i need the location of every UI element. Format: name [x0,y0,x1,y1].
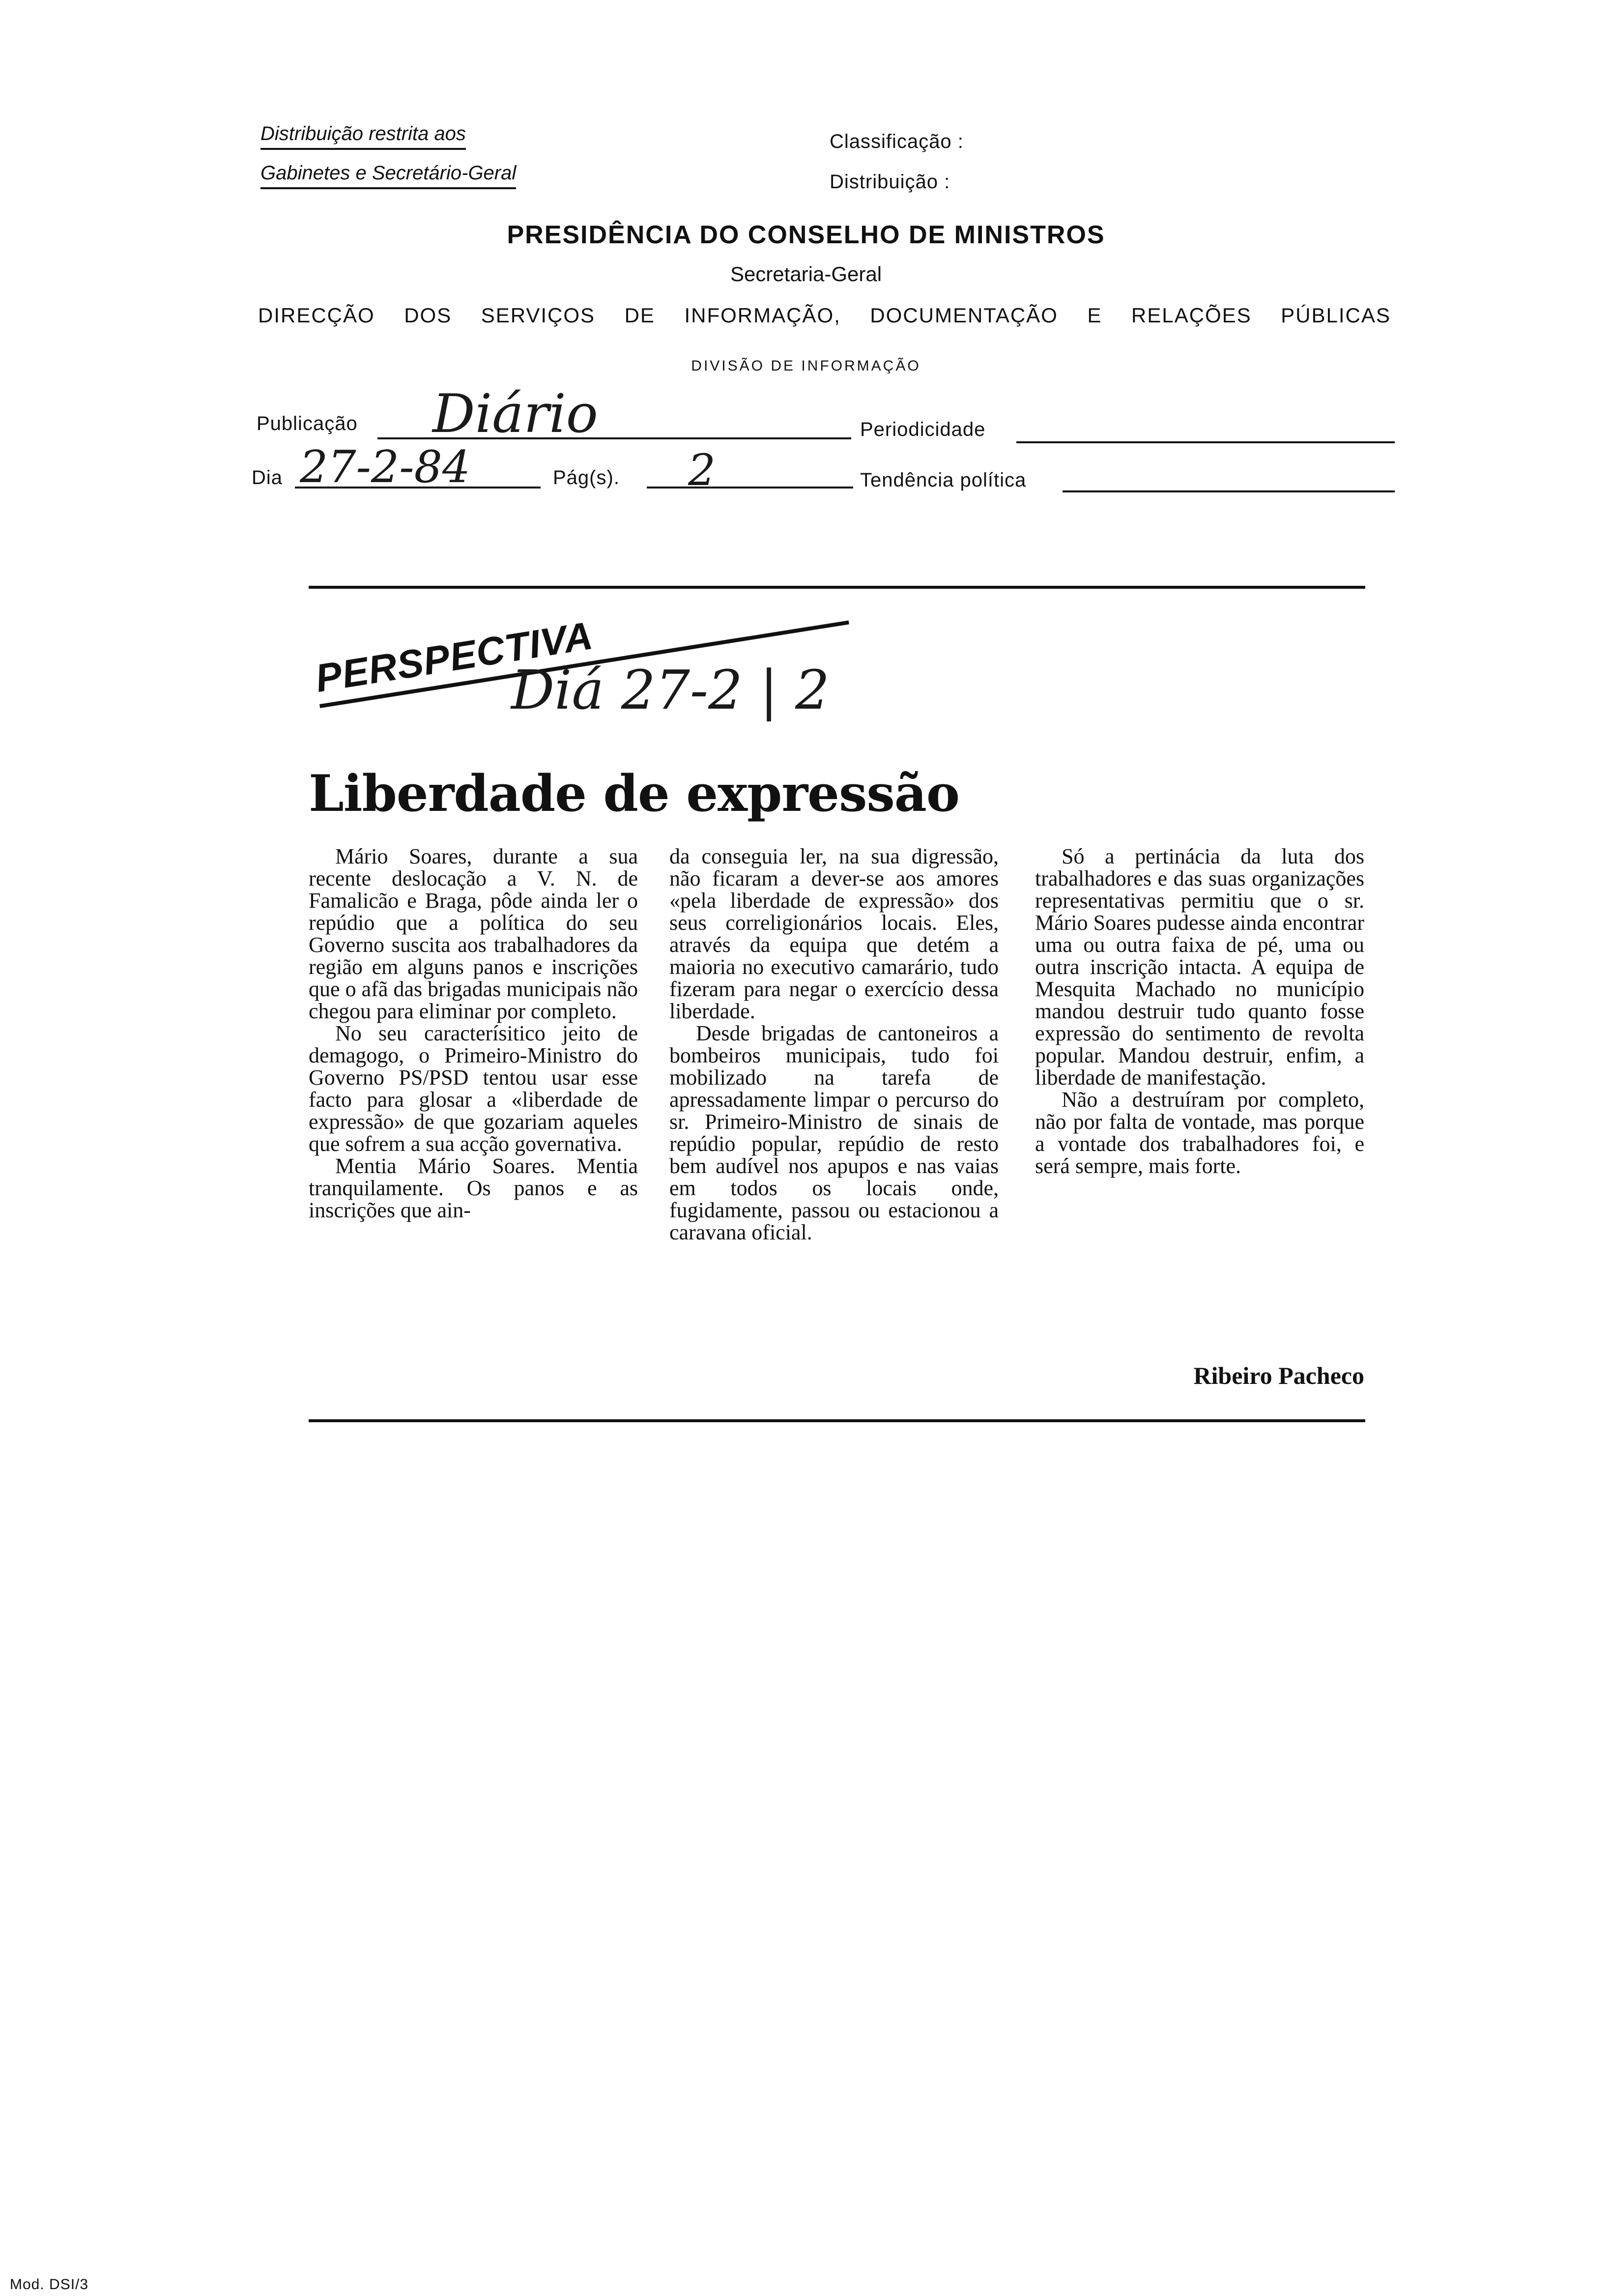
article-column-3 [1035,845,1364,1177]
article-paragraph: da conseguia ler, na sua digressão, não ficaram a dever-se aos amores «pela liberdade de expressão» dos seus correligionários locais. Eles, através da equipa que detém a maioria no executivo camarário, tudo fizeram para negar o exercício dessa liberdade. [669,844,999,1023]
article-column-1 [309,845,638,1221]
distribution-label: Distribuição : [830,171,950,193]
page-title: PRESIDÊNCIA DO CONSELHO DE MINISTROS [507,221,1105,249]
form-code: Mod. DSI/3 [10,2276,89,2293]
periodicity-line [1016,441,1395,443]
top-rule [309,586,1365,589]
distribution-note-line-1: Distribuição restrita aos [260,123,466,145]
tendency-label: Tendência política [860,469,1027,491]
article-author: Ribeiro Pacheco [1193,1362,1364,1389]
article-paragraph: Desde brigadas de cantoneiros a bombeiros municipais, tudo foi mobilizado na tarefa de apressadamente limpar o percurso do sr. Primeiro-Ministro de sinais de repúdio popular, repúdio de resto bem audível nos apupos e nas vaias em todos os locais onde, fugidamente, passou ou estacionou a caravana oficial. [669,1021,999,1244]
section-stamp-text: PERSPECTIVA [312,613,596,701]
day-handwritten-value: 27-2-84 [300,441,471,493]
article-paragraph: Só a pertinácia da luta dos trabalhadores e das suas organizações representativas permitiu que o sr. Mário Soares pudesse ainda encontrar uma ou outra faixa de pé, uma ou outra inscrição intacta. A equipa de Mesquita Machado no município mandou destruir tudo quanto fosse expressão do sentimento de revolta popular. Mandou destruir, enfim, a liberdade de manifestação. [1035,844,1364,1090]
directorate-word: DOCUMENTAÇÃO [870,304,1058,327]
publication-handwritten-value: Diário [432,383,598,445]
pages-label: Pág(s). [553,467,620,488]
periodicity-label: Periodicidade [860,419,986,440]
directorate-word: PÚBLICAS [1281,304,1391,327]
directorate-line [258,304,1391,327]
directorate-word: DOS [404,304,452,327]
publication-label: Publicação [257,413,358,434]
directorate-word: INFORMAÇÃO, [684,304,841,327]
page-subtitle: Secretaria-Geral [730,262,882,286]
directorate-word: SERVIÇOS [481,304,596,327]
day-label: Dia [252,467,283,488]
article-paragraph: No seu caracterísitico jeito de demagogo, o Primeiro-Ministro do Governo PS/PSD tentou usar esse facto para glosar a «liberdade de expressão» de que gozariam aqueles que sofrem a sua acção governativa. [309,1021,638,1156]
classification-label: Classificação : [830,131,964,152]
pages-line [647,487,853,488]
tendency-line [1063,490,1395,492]
article-column-2 [669,845,999,1243]
article-paragraph: Mentia Mário Soares. Mentia tranquilamente. Os panos e as inscrições que ain- [309,1154,638,1222]
directorate-word: E [1087,304,1102,327]
distribution-note-line-2: Gabinetes e Secretário-Geral [260,162,516,184]
directorate-word: RELAÇÕES [1131,304,1252,327]
pages-handwritten-value: 2 [688,445,716,495]
directorate-word: DIRECÇÃO [258,304,375,327]
directorate-word: DE [624,304,655,327]
article-paragraph: Mário Soares, durante a sua recente deslocação a V. N. de Famalicão e Braga, pôde ainda ler o repúdio que a política do seu Governo suscita aos trabalhadores da região em alguns panos e inscrições que o afã das brigadas municipais não chegou para eliminar por completo. [309,844,638,1023]
article-paragraph: Não a destruíram por completo, não por falta de vontade, mas porque a vontade dos trabalhadores foi, e será sempre, mais forte. [1035,1088,1364,1178]
division-label: DIVISÃO DE INFORMAÇÃO [691,358,921,374]
article-headline: Liberdade de expressão [309,764,959,823]
bottom-rule [309,1419,1365,1422]
handwritten-annotation: Diá 27-2 | 2 [511,659,830,721]
